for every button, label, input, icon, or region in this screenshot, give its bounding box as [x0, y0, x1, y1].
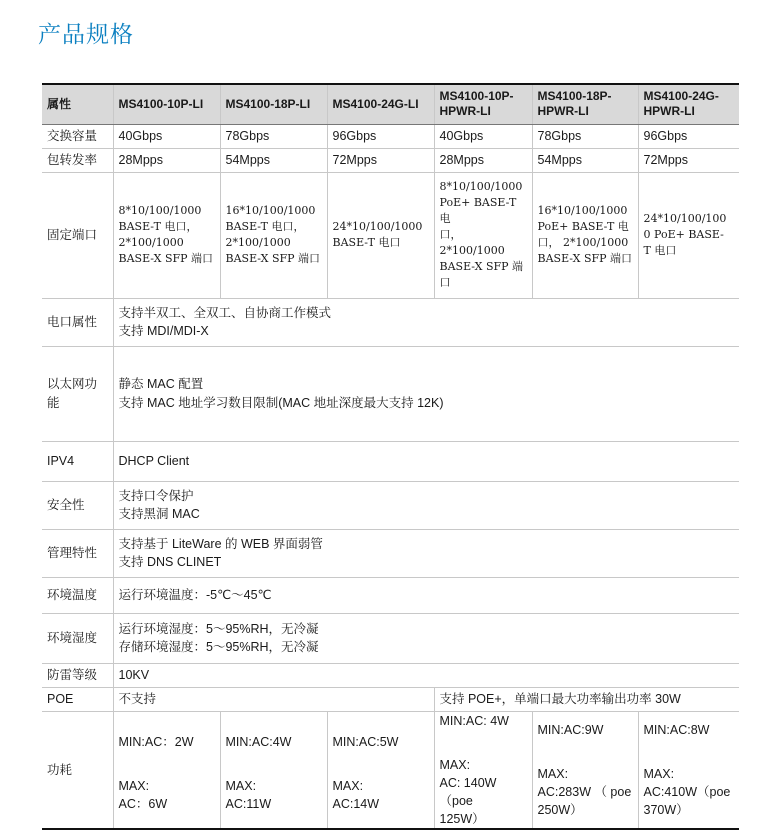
header-model: MS4100-18P-LI	[220, 84, 327, 124]
row-label: 环境温度	[42, 577, 113, 613]
header-model: MS4100-18P-HPWR-LI	[532, 84, 638, 124]
header-row	[42, 84, 739, 124]
row-label: 管理特性	[42, 529, 113, 577]
spacer	[644, 739, 735, 765]
spacer	[440, 730, 527, 756]
text-line: 支持 MAC 地址学习数目限制(MAC 地址深度最大支持 12K)	[118, 395, 444, 410]
text-line: 支持口令保护	[118, 488, 194, 503]
text-line: MIN:AC:9W	[537, 722, 604, 737]
spacer	[333, 751, 429, 777]
cell-power	[532, 711, 638, 829]
cell-span	[113, 298, 739, 346]
cell-value: 72Mpps	[327, 148, 434, 172]
text-line: MIN:AC:8W	[643, 722, 710, 737]
text-line: 8*10/100/1000	[439, 180, 523, 194]
text-line: AC:410W（poe	[643, 784, 731, 799]
text-line: MAX:	[643, 766, 675, 781]
row-lightning	[42, 663, 739, 687]
text-line: 口，2*100/1000	[439, 228, 505, 257]
text-line: 支持黑洞 MAC	[118, 507, 200, 521]
cell-value: 40Gbps	[113, 124, 220, 148]
text-line: 8*10/100/1000	[118, 204, 202, 218]
cell-value: 40Gbps	[434, 124, 532, 148]
text-line: T 电口	[643, 243, 677, 257]
text-line: BASE-X SFP 端口	[537, 251, 633, 265]
text-line: AC：6W	[118, 796, 168, 811]
cell-power	[638, 711, 739, 829]
text-line: 16*10/100/1000	[537, 204, 628, 218]
cell-ports	[638, 172, 739, 298]
cell-ports	[434, 172, 532, 298]
text-line: PoE+ BASE-T 电	[537, 220, 629, 234]
row-label: 环境湿度	[42, 613, 113, 663]
header-attr: 属性	[42, 84, 113, 124]
text-line: PoE+ BASE-T 电	[439, 196, 517, 226]
cell-value: 54Mpps	[220, 148, 327, 172]
row-temperature	[42, 577, 739, 613]
text-line: 16*10/100/1000	[225, 204, 316, 218]
cell-span	[113, 441, 739, 481]
text-line: 口， 2*100/1000	[537, 236, 629, 249]
header-model: MS4100-10P-LI	[113, 84, 220, 124]
text-line: 口	[439, 275, 451, 289]
cell-value: 78Gbps	[532, 124, 638, 148]
cell-power	[434, 711, 532, 829]
row-label: 功耗	[42, 711, 113, 829]
cell-value: 72Mpps	[638, 148, 739, 172]
cell-span	[113, 481, 739, 529]
row-humidity	[42, 613, 739, 663]
row-electrical	[42, 298, 739, 346]
text-line: 存储环境湿度：5～95%RH，无冷凝	[118, 640, 319, 654]
text-line: BASE-T 电口，	[118, 220, 198, 234]
text-line: 2*100/1000	[225, 236, 291, 249]
text-line: MAX:	[332, 778, 364, 793]
text-line: 10KV	[118, 667, 150, 682]
cell-power	[220, 711, 327, 829]
text-line: AC:14W	[332, 796, 380, 811]
cell-span	[113, 577, 739, 613]
row-poe	[42, 687, 739, 711]
spacer	[119, 751, 215, 777]
text-line: BASE-T 电口	[332, 236, 401, 249]
text-line: MIN:AC:5W	[332, 734, 399, 749]
text-line: MAX:	[439, 757, 471, 772]
text-line: BASE-T 电口，	[225, 220, 305, 234]
row-label: 电口属性	[42, 298, 113, 346]
text-line: 支持半双工、全双工、自协商工作模式	[118, 305, 332, 320]
row-label: IPV4	[42, 441, 113, 481]
row-forwarding	[42, 148, 739, 172]
cell-non-poe: 不支持	[113, 687, 434, 711]
text-line: MIN:AC: 4W	[439, 713, 509, 728]
text-line: MIN:AC:4W	[225, 734, 292, 749]
cell-poe: 支持 POE+，单端口最大功率输出功率 30W	[434, 687, 739, 711]
header-model: MS4100-24G-HPWR-LI	[638, 84, 739, 124]
text-line: MAX:	[537, 766, 569, 781]
cell-span	[113, 529, 739, 577]
row-security	[42, 481, 739, 529]
text-line: 125W）	[439, 812, 485, 826]
cell-ports	[113, 172, 220, 298]
text-line: BASE-X SFP 端口	[225, 251, 321, 265]
cell-value: 28Mpps	[113, 148, 220, 172]
text-line: 370W）	[643, 802, 689, 817]
text-line: DHCP Client	[118, 453, 190, 468]
row-label: 以太网功能	[42, 346, 113, 441]
row-ethernet	[42, 346, 739, 441]
text-line: MIN:AC：2W	[118, 734, 194, 749]
text-line: 24*10/100/1000	[332, 220, 423, 234]
cell-value: 78Gbps	[220, 124, 327, 148]
row-switching	[42, 124, 739, 148]
cell-span	[113, 663, 739, 687]
text-line: 静态 MAC 配置	[118, 377, 204, 392]
header-model: MS4100-10P-HPWR-LI	[434, 84, 532, 124]
row-ipv4	[42, 441, 739, 481]
page-title: 产品规格	[38, 22, 134, 48]
cell-span	[113, 346, 739, 441]
spacer	[226, 751, 322, 777]
text-line: 支持 MDI/MDI-X	[118, 324, 209, 338]
cell-value: 96Gbps	[638, 124, 739, 148]
row-label: 固定端口	[42, 172, 113, 298]
header-model: MS4100-24G-LI	[327, 84, 434, 124]
cell-value: 54Mpps	[532, 148, 638, 172]
text-line: AC: 140W（poe	[439, 775, 497, 808]
text-line: 支持 DNS CLINET	[118, 555, 222, 569]
spacer	[538, 739, 633, 765]
text-line: 0 PoE+ BASE-	[643, 228, 724, 242]
cell-value: 96Gbps	[327, 124, 434, 148]
row-label: 防雷等级	[42, 663, 113, 687]
row-power	[42, 711, 739, 829]
text-line: BASE-X SFP 端口	[118, 251, 214, 265]
text-line: 运行环境温度：-5℃～45℃	[118, 587, 272, 602]
cell-span	[113, 613, 739, 663]
row-label: 交换容量	[42, 124, 113, 148]
cell-value: 28Mpps	[434, 148, 532, 172]
text-line: AC:283W （ poe	[537, 784, 632, 799]
row-label: 包转发率	[42, 148, 113, 172]
text-line: 250W）	[537, 802, 583, 817]
text-line: BASE-X SFP 端	[439, 259, 524, 273]
row-label: 安全性	[42, 481, 113, 529]
text-line: 运行环境湿度：5～95%RH，无冷凝	[118, 621, 319, 636]
text-line: 24*10/100/100	[643, 212, 727, 226]
spec-table	[42, 83, 739, 830]
row-ports	[42, 172, 739, 298]
text-line: 2*100/1000	[118, 236, 184, 249]
cell-ports	[220, 172, 327, 298]
text-line: MAX:	[225, 778, 257, 793]
cell-power	[327, 711, 434, 829]
row-management	[42, 529, 739, 577]
row-label: POE	[42, 687, 113, 711]
cell-power	[113, 711, 220, 829]
cell-ports	[532, 172, 638, 298]
cell-ports	[327, 172, 434, 298]
text-line: MAX:	[118, 778, 150, 793]
text-line: 支持基于 LiteWare 的 WEB 界面弱管	[118, 536, 323, 551]
text-line: AC:11W	[225, 796, 272, 811]
